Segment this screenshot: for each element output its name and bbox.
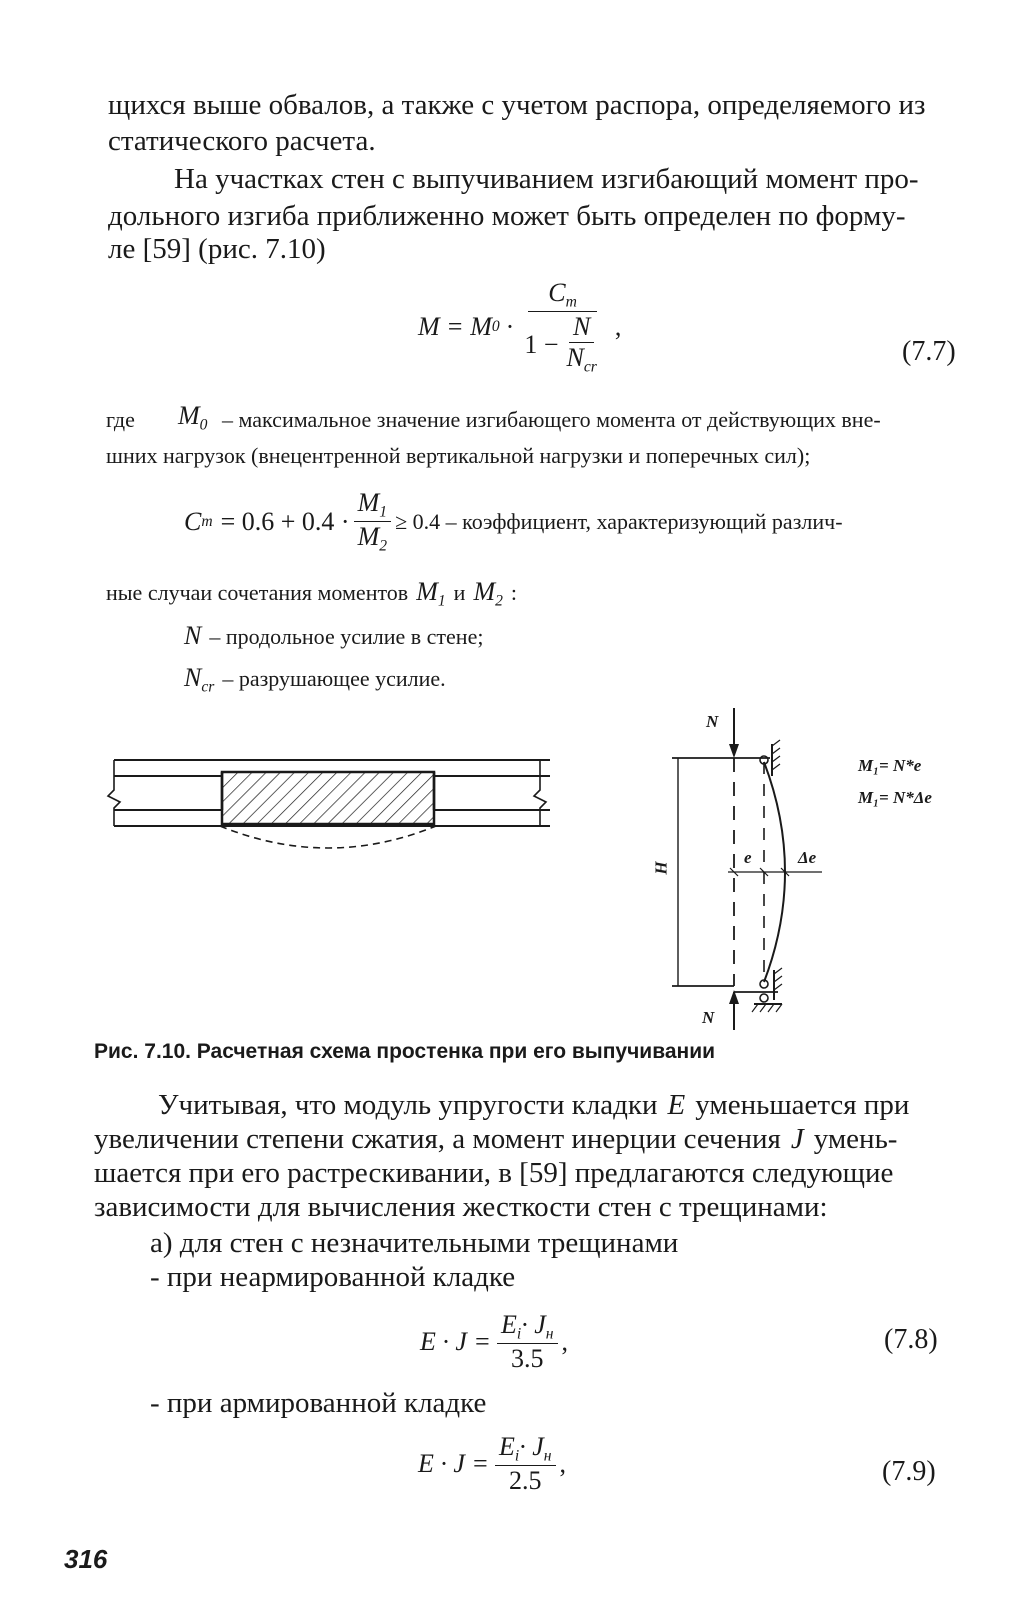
ncr-definition <box>184 662 446 703</box>
text-line: статического расчета. <box>108 125 376 157</box>
text-line: - при армированной кладке <box>150 1387 487 1419</box>
label-e: e <box>744 848 752 867</box>
colon: : <box>510 580 518 605</box>
text-line: увеличении степени сжатия, а момент инерции сечения J умень- <box>94 1123 898 1155</box>
and-word: и <box>453 580 466 605</box>
eq-comma: , <box>614 312 622 342</box>
equation-7-9: E · J = $\frac{E_i\cdot J_н}{2.5}$ , <box>418 1432 566 1496</box>
cm-sub: m <box>201 512 213 530</box>
legend-m1-ne: M₁= N*e <box>858 756 922 775</box>
figure-caption: Рис. 7.10. Расчетная схема простенка при его выпучивании <box>94 1040 716 1063</box>
label-n-top: N <box>706 712 719 731</box>
n-text: – продольное усилие в стене; <box>209 624 484 649</box>
page-number: 316 <box>64 1544 108 1574</box>
equation-number: (7.7) <box>902 336 956 367</box>
eq-dot: · <box>505 312 515 342</box>
text-line: щихся выше обвалов, а также с учетом распора, определяемого из <box>108 89 926 121</box>
m2-symbol: $M_2$ <box>473 577 503 610</box>
m1-symbol: $M_1$ <box>416 577 446 610</box>
label-n-bottom: N <box>702 1008 715 1027</box>
text-line: дольного изгиба приближенно может быть определен по форму- <box>108 200 906 232</box>
equation-number: (7.8) <box>884 1324 938 1355</box>
text-line: зависимости для вычисления жесткости стен с трещинами: <box>94 1191 828 1223</box>
n-symbol: N <box>184 621 202 650</box>
label-h: H <box>651 861 671 875</box>
m0-description: – максимальное значение изгибающего момента от действующих вне- <box>222 407 881 432</box>
text-line: шается при его растрескивании, в [59] предлагаются следующие <box>94 1157 894 1189</box>
eq-one-minus: 1 − <box>524 329 559 359</box>
eq-fraction <box>520 278 605 377</box>
n-definition <box>184 620 483 653</box>
cm-formula-left: = 0.6 + 0.4 · <box>220 506 350 536</box>
m0-symbol: $M_0$ <box>178 401 208 434</box>
text-line: а) для стен с незначительными трещинами <box>150 1227 679 1259</box>
equation-7-7 <box>418 278 621 377</box>
m0-description-cont: шних нагрузок (внецентренной вертикальной нагрузки и поперечных сил); <box>106 443 811 468</box>
eq-cm: C <box>548 278 566 307</box>
cm-text: ные случаи сочетания моментов <box>106 580 409 605</box>
wall-elevation-drawing <box>100 740 560 890</box>
equation-number: (7.9) <box>882 1456 936 1487</box>
eq-lhs: M = M <box>418 312 492 342</box>
eq-cm-sub: m <box>565 293 577 311</box>
text-line: - при неармированной кладке <box>150 1261 516 1293</box>
eq-ncr-sub: cr <box>583 358 597 376</box>
eq-ncr: N <box>566 343 584 373</box>
cm-symbol: C <box>184 506 202 536</box>
legend-m1-nde: M₁= N*Δe <box>858 788 932 807</box>
text-line: Учитывая, что модуль упругости кладки E уменьшается при <box>158 1089 910 1121</box>
where-word: где <box>106 407 135 432</box>
cm-description-cont <box>106 576 517 617</box>
eq-n: N <box>569 312 594 343</box>
equation-7-8: E · J = $\frac{E_i\cdot J_н}{3.5}$ , <box>420 1310 568 1374</box>
text-line: ле [59] (рис. 7.10) <box>108 233 326 265</box>
cm-formula-right: ≥ 0.4 – коэффициент, характеризующий различ- <box>395 508 843 534</box>
label-delta-e: Δe <box>798 848 817 867</box>
ncr-symbol: $N_{cr}$ <box>184 663 215 696</box>
column-scheme-drawing <box>650 700 850 1040</box>
cm-formula <box>184 488 843 556</box>
ncr-text: – разрушающее усилие. <box>222 666 446 691</box>
eq-sub: 0 <box>491 318 500 336</box>
m1-m2-fraction: $\frac{M_1}{M_2}$ <box>354 488 391 556</box>
text-line: На участках стен с выпучиванием изгибающий момент про- <box>174 163 919 195</box>
